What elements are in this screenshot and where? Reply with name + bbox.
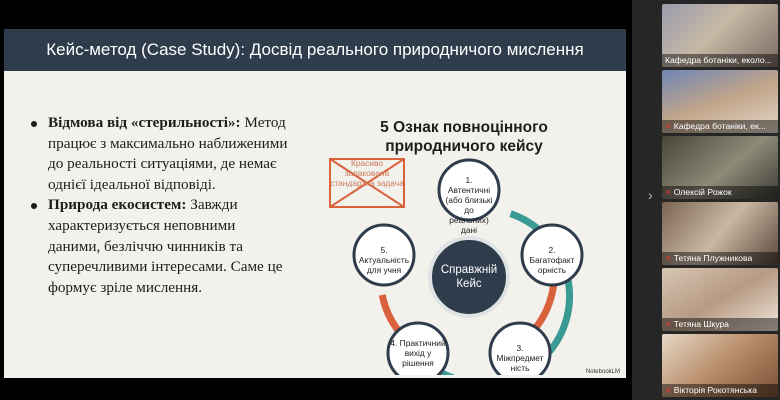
bullet-list bbox=[28, 113, 290, 298]
diagram-title: 5 Ознак повноцінного природничого кейсу bbox=[380, 119, 548, 155]
bullet-item bbox=[28, 113, 290, 195]
participant-name: Кафедра ботаніки, еколо... bbox=[662, 54, 778, 67]
participant-name: ✕ Кафедра ботаніки, ек... bbox=[662, 120, 778, 133]
participant-tile[interactable] bbox=[662, 202, 778, 265]
node-label-4: 4. Практичний вихід у рішення bbox=[390, 338, 446, 368]
bullet-item bbox=[28, 195, 290, 298]
participant-name: ✕ Вікторія Рокотянська bbox=[662, 384, 778, 397]
crossed-out-label: Красиво запакована стандартна задача bbox=[330, 158, 404, 188]
node-label-2: 2. Багатофакт орність bbox=[529, 245, 575, 275]
bullet-heading: Відмова від «стерильності»: bbox=[48, 114, 241, 131]
bullet-dot-icon bbox=[31, 203, 37, 209]
bullet-heading: Природа екосистем: bbox=[48, 196, 187, 214]
mic-muted-icon: ✕ bbox=[665, 188, 672, 197]
center-label: Справжній Кейс bbox=[440, 264, 498, 290]
participant-name: ✕ Тетяна Плужникова bbox=[662, 252, 778, 265]
node-label-5: 5. Актуальність для учня bbox=[358, 245, 410, 275]
mic-muted-icon: ✕ bbox=[665, 122, 672, 131]
slide-title: Кейс-метод (Case Study): Досвід реального природничого мислення bbox=[4, 29, 626, 71]
participant-tile[interactable] bbox=[662, 4, 778, 67]
collapse-chevron-icon[interactable]: › bbox=[648, 187, 653, 203]
participant-tile[interactable] bbox=[662, 136, 778, 199]
bullet-dot-icon bbox=[31, 121, 37, 127]
node-label-3: 3. Міжпредмет ність bbox=[496, 343, 544, 373]
bullet-text: Метод працює з максимально наближеними до реальності ситуаціями, де немає однієї ідеальної відповіді. bbox=[48, 114, 288, 193]
participant-tile[interactable] bbox=[662, 334, 778, 397]
presentation-slide bbox=[4, 29, 626, 378]
notebooklm-watermark: NotebookLM bbox=[585, 369, 620, 375]
mic-muted-icon: ✕ bbox=[665, 320, 672, 329]
participant-tile[interactable] bbox=[662, 70, 778, 133]
cycle-diagram bbox=[304, 75, 624, 375]
participant-tile[interactable] bbox=[662, 268, 778, 331]
participant-name: ✕ Тетяна Шкура bbox=[662, 318, 778, 331]
mic-muted-icon: ✕ bbox=[665, 386, 672, 395]
node-label-1: 1. Автентичні (або близькі до реальних) дані bbox=[445, 175, 493, 235]
bullet-text: Завжди характеризується неповними даними, безліччю чинників та суперечливими інтересами. Саме це формує зріле мислення. bbox=[48, 196, 283, 296]
participants-strip bbox=[632, 0, 780, 400]
participant-name: ✕ Олексій Рожок bbox=[662, 186, 778, 199]
mic-muted-icon: ✕ bbox=[665, 254, 672, 263]
